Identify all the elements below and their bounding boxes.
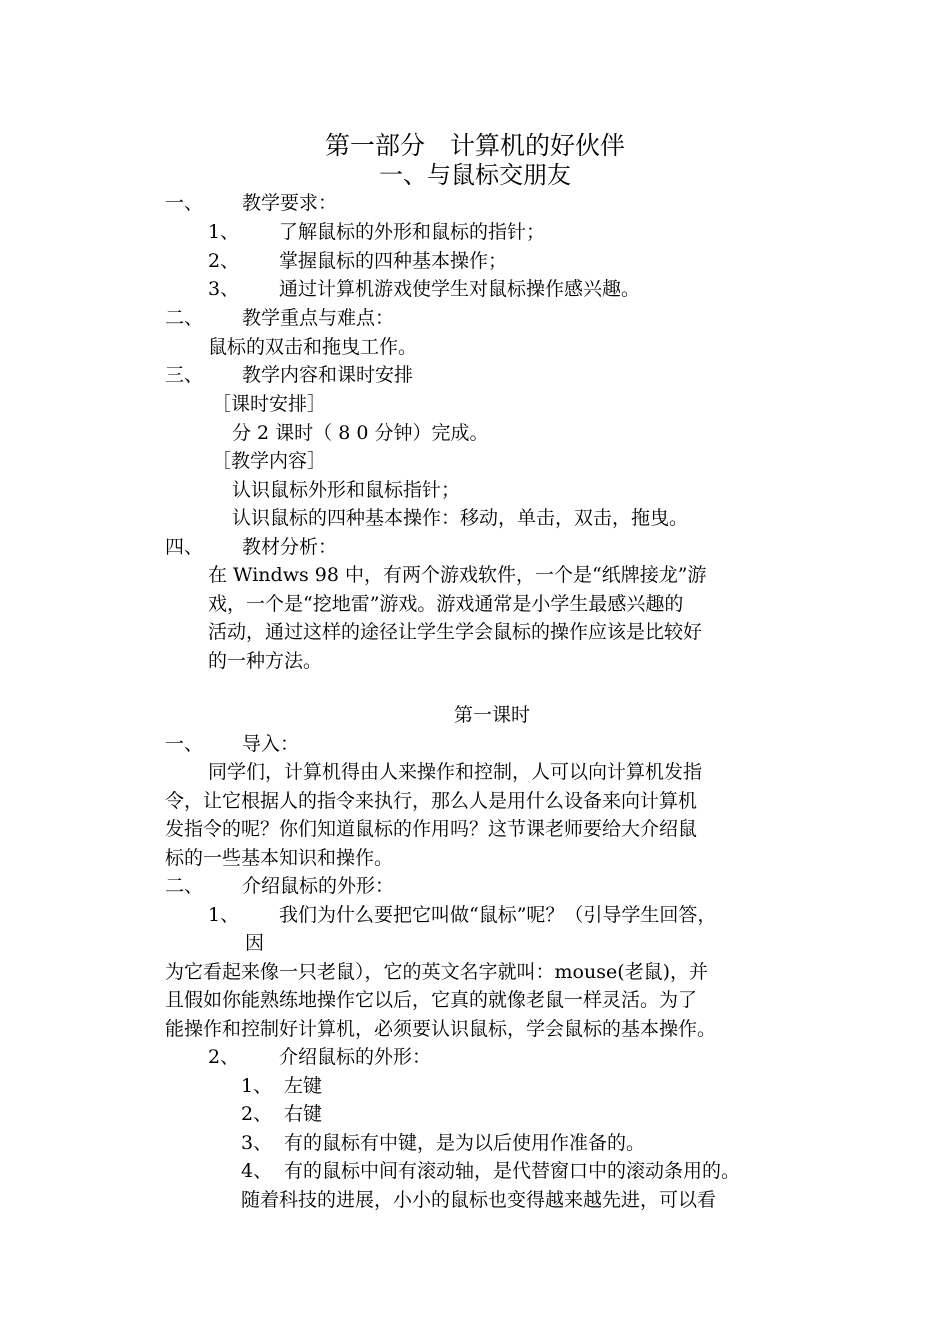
lesson-title: 第一课时 — [454, 704, 531, 726]
paragraph-line: 同学们，计算机得由人来操作和控制，人可以向计算机发指 — [208, 761, 703, 783]
list-text: 介绍鼠标的外形： — [279, 1046, 432, 1068]
list-number: 1、 — [241, 1075, 273, 1097]
section-title: 教学内容和课时安排 — [242, 364, 414, 386]
section-number: 四、 — [165, 536, 204, 558]
paragraph-line: 鼠标的双击和拖曳工作。 — [208, 336, 418, 358]
section-heading-focus — [165, 306, 394, 330]
paragraph-line: 认识鼠标外形和鼠标指针； — [232, 479, 461, 501]
section-heading-mouse-shape — [165, 874, 394, 898]
paragraph-line: 戏，一个是“挖地雷”游戏。游戏通常是小学生最感兴趣的 — [208, 593, 684, 615]
section-number: 一、 — [165, 733, 204, 755]
paragraph-line: 且假如你能熟练地操作它以后，它真的就像老鼠一样灵活。为了 — [165, 989, 698, 1011]
section-heading-intro — [165, 732, 299, 756]
paragraph-line: 为它看起来像一只老鼠），它的英文名字就叫：mouse(老鼠)，并 — [165, 961, 709, 983]
bracket-label-content: ［教学内容］ — [212, 450, 327, 472]
paragraph-line: 因 — [245, 932, 265, 954]
section-number: 三、 — [165, 364, 204, 386]
list-number: 2、 — [208, 1046, 240, 1068]
list-number: 3、 — [241, 1132, 273, 1154]
paragraph-line: 的一种方法。 — [208, 650, 323, 672]
list-number: 1、 — [208, 904, 240, 926]
list-text: 掌握鼠标的四种基本操作； — [279, 250, 508, 272]
list-text: 右键 — [284, 1103, 323, 1125]
section-title: 导入： — [242, 733, 300, 755]
list-text: 我们为什么要把它叫做“鼠标”呢？（引导学生回答， — [279, 904, 717, 926]
section-title: 教学要求： — [242, 192, 338, 214]
list-text: 了解鼠标的外形和鼠标的指针； — [279, 221, 546, 243]
section-heading-requirements — [165, 191, 337, 215]
paragraph-line: 标的一些基本知识和操作。 — [165, 847, 394, 869]
section-number: 一、 — [165, 192, 204, 214]
page-title: 第一部分 计算机的好伙伴 — [324, 131, 625, 160]
sub-list-item — [241, 1159, 740, 1183]
section-title: 教材分析： — [242, 536, 338, 558]
list-item — [208, 220, 545, 244]
list-item — [208, 277, 640, 301]
paragraph-line: 令，让它根据人的指令来执行，那么人是用什么设备来向计算机 — [165, 790, 698, 812]
bracket-label-schedule: ［课时安排］ — [212, 393, 327, 415]
paragraph-line: 分 2 课时（ 8 0 分钟）完成。 — [232, 422, 489, 444]
list-text: 有的鼠标中间有滚动轴，是代替窗口中的滚动条用的。 — [284, 1160, 741, 1182]
list-item — [208, 903, 716, 927]
list-number: 2、 — [241, 1103, 273, 1125]
section-heading-content — [165, 363, 413, 387]
section-number: 二、 — [165, 307, 204, 329]
list-text: 左键 — [284, 1075, 323, 1097]
list-item — [208, 249, 507, 273]
list-item — [208, 1045, 431, 1069]
section-heading-analysis — [165, 535, 337, 559]
paragraph-line: 认识鼠标的四种基本操作：移动，单击，双击，拖曳。 — [232, 507, 689, 529]
section-number: 二、 — [165, 875, 204, 897]
list-text: 有的鼠标有中键，是为以后使用作准备的。 — [284, 1132, 646, 1154]
paragraph-line: 在 Windws 98 中，有两个游戏软件，一个是“纸牌接龙”游 — [208, 564, 707, 586]
sub-list-item — [241, 1074, 322, 1098]
list-number: 4、 — [241, 1160, 273, 1182]
page-subtitle: 一、与鼠标交朋友 — [379, 161, 571, 189]
list-number: 2、 — [208, 250, 240, 272]
paragraph-line: 活动，通过这样的途径让学生学会鼠标的操作应该是比较好 — [208, 621, 703, 643]
list-number: 1、 — [208, 221, 240, 243]
sub-list-item — [241, 1102, 322, 1126]
paragraph-line: 随着科技的进展，小小的鼠标也变得越来越先进，可以看 — [241, 1189, 717, 1211]
sub-list-item — [241, 1131, 645, 1155]
list-text: 通过计算机游戏使学生对鼠标操作感兴趣。 — [279, 278, 641, 300]
section-title: 介绍鼠标的外形： — [242, 875, 395, 897]
list-number: 3、 — [208, 278, 240, 300]
paragraph-line: 发指令的呢？你们知道鼠标的作用吗？这节课老师要给大介绍鼠 — [165, 818, 698, 840]
section-title: 教学重点与难点： — [242, 307, 395, 329]
paragraph-line: 能操作和控制好计算机，必须要认识鼠标，学会鼠标的基本操作。 — [165, 1018, 717, 1040]
